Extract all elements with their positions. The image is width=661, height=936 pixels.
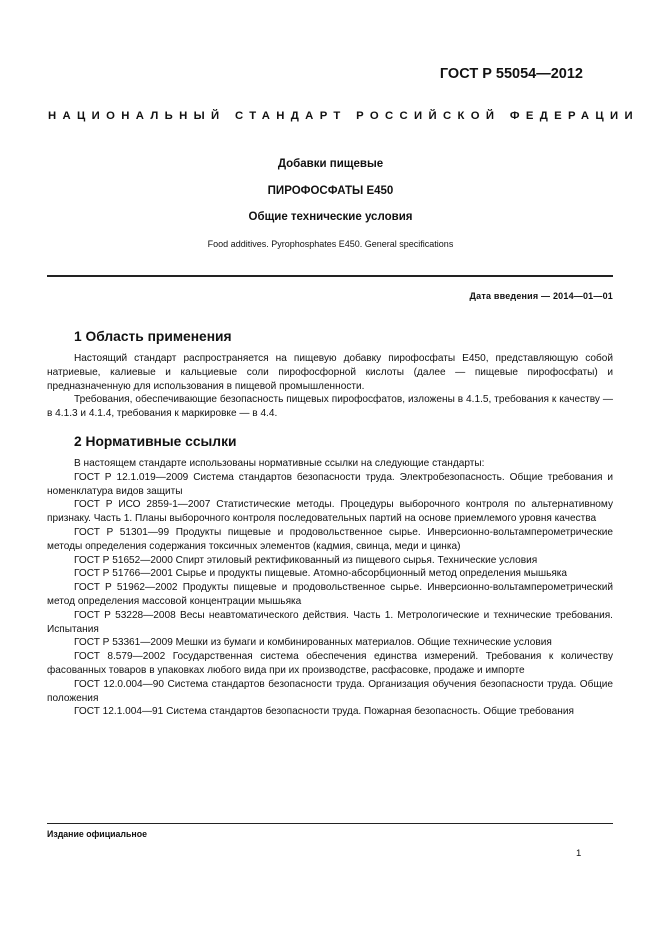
reference-item: ГОСТ 12.1.004—91 Система стандартов безопасности труда. Пожарная безопасность. Общие требования — [74, 706, 574, 718]
title-english: Food additives. Pyrophosphates E450. General specifications — [207, 239, 454, 249]
paragraph: Требования, обеспечивающие безопасность пищевых пирофосфатов, изложены в 4.1.5, требования к качеству — в 4.1.3 и 4.1.4, требования к маркировке — в 4.4. — [47, 394, 613, 420]
footer-divider — [47, 823, 613, 824]
edition-note: Издание официальное — [47, 829, 147, 839]
title-category: Добавки пищевые — [277, 158, 384, 170]
reference-item: ГОСТ Р 51652—2000 Спирт этиловый ректификованный из пищевого сырья. Технические условия — [74, 554, 538, 566]
reference-item: ГОСТ Р 53228—2008 Весы неавтоматического действия. Часть 1. Метрологические и технические требования. Испытания — [47, 609, 613, 635]
section-2-heading: 2 Нормативные ссылки — [74, 434, 237, 449]
paragraph: В настоящем стандарте использованы нормативные ссылки на следующие стандарты: — [74, 458, 485, 469]
reference-item: ГОСТ Р 51962—2002 Продукты пищевые и продовольственное сырье. Инверсионно-вольтамперометрический метод определения массовой концентрации мышьяка — [47, 582, 613, 607]
section-1-body — [47, 352, 613, 421]
reference-item: ГОСТ Р 51301—99 Продукты пищевые и продовольственное сырье. Инверсионно-вольтамперометрические методы определения содержания токсичных элементов (кадмия, свинца, меди и цинка) — [47, 526, 613, 552]
national-standard-banner: НАЦИОНАЛЬНЫЙ СТАНДАРТ РОССИЙСКОЙ ФЕДЕРАЦИИ — [48, 110, 639, 122]
introduction-date: Дата введения — 2014—01—01 — [469, 291, 613, 301]
reference-item: ГОСТ Р 12.1.019—2009 Система стандартов безопасности труда. Электробезопасность. Общие требования и номенклатура видов защиты — [47, 471, 613, 497]
paragraph: Настоящий стандарт распространяется на пищевую добавку пирофосфаты Е450, представляющую собой натриевые, калиевые и кальциевые соли пирофосфорной кислоты (далее — пищевые пирофосфаты) и предназначенную для использования в пищевой промышленности. — [47, 353, 613, 392]
section-2-body — [47, 457, 613, 719]
reference-item: ГОСТ 12.0.004—90 Система стандартов безопасности труда. Организация обучения безопасности труда. Общие положения — [47, 678, 613, 704]
reference-item: ГОСТ Р 53361—2009 Мешки из бумаги и комбинированных материалов. Общие технические условия — [74, 637, 552, 649]
title-main: ПИРОФОСФАТЫ Е450 — [267, 185, 394, 197]
page-number: 1 — [576, 848, 582, 859]
reference-item: ГОСТ Р ИСО 2859-1—2007 Статистические методы. Процедуры выборочного контроля по альтернативному признаку. Часть 1. Планы выборочного контроля последовательных партий на основе приемлемого уровня качества — [47, 499, 613, 525]
reference-item: ГОСТ Р 51766—2001 Сырье и продукты пищевые. Атомно-абсорбционный метод определения мышьяка — [74, 568, 568, 580]
reference-item: ГОСТ 8.579—2002 Государственная система обеспечения единства измерений. Требования к количеству фасованных товаров в упаковках любого вида при их производстве, расфасовке, продаже и импорте — [47, 651, 613, 676]
document-code: ГОСТ Р 55054—2012 — [439, 66, 583, 82]
title-subtitle: Общие технические условия — [248, 211, 413, 223]
title-divider — [47, 275, 613, 277]
section-1-heading: 1 Область применения — [74, 329, 232, 344]
